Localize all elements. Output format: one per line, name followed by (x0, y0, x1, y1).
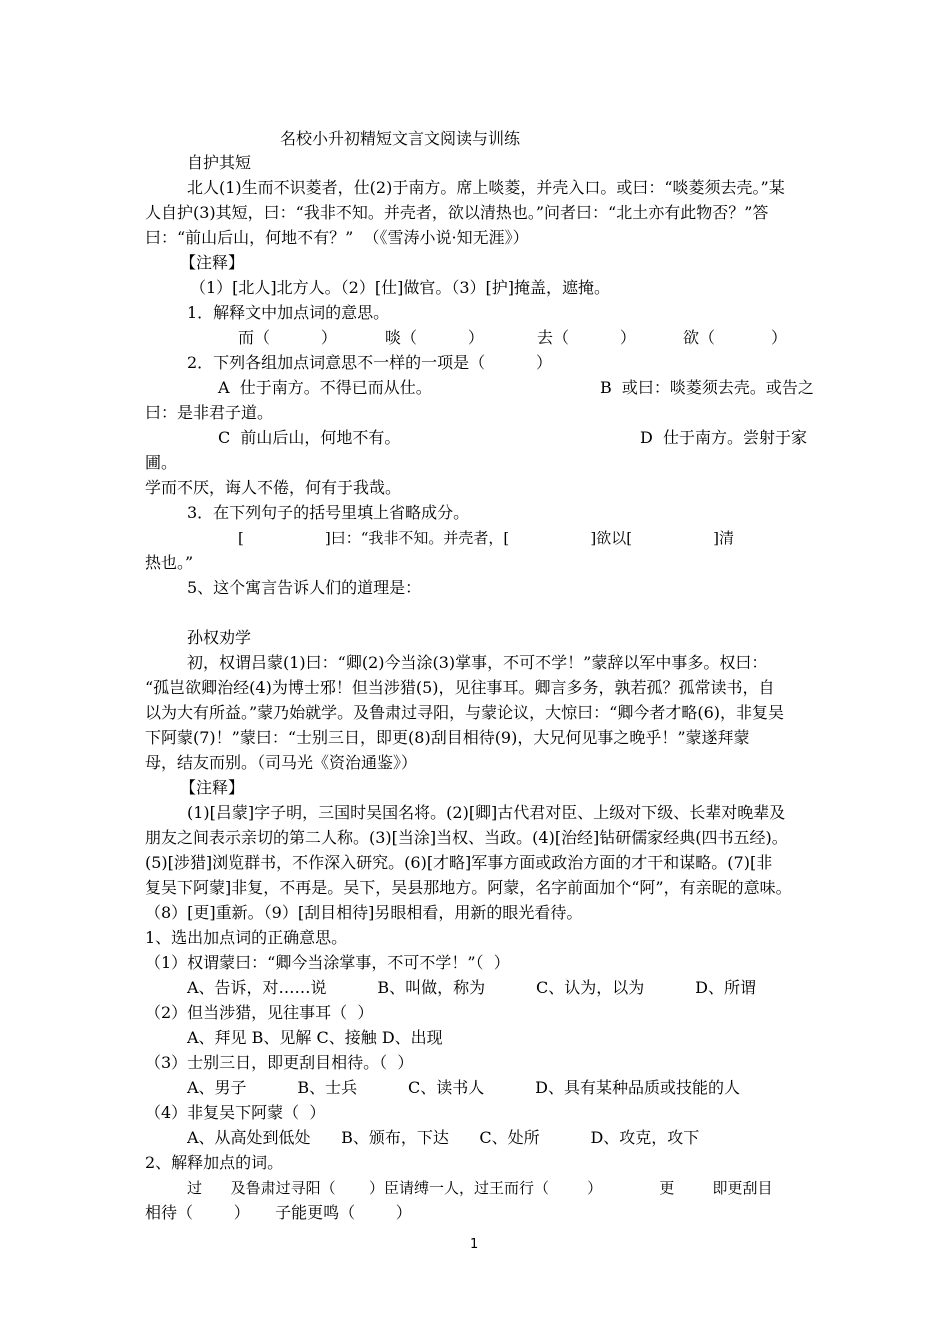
section2-note-line: （8）[更]重新。（9）[刮目相待]另眼相看，用新的眼光看待。 (145, 903, 583, 922)
question-options: A、拜见 B、见解 C、接触 D、出现 (187, 1028, 443, 1047)
section2-notes-heading: 【注释】 (180, 778, 245, 797)
option-b-continued: 曰：是非君子道。 (145, 403, 274, 422)
section1-passage-line: 曰：“前山后山，何地不有？” （《雪涛小说·知无涯》） (145, 228, 529, 247)
section1-question-1: 1．解释文中加点词的意思。 (187, 303, 390, 322)
question-options: A、告诉，对……说 B、叫做，称为 C、认为，以为 D、所谓 (187, 978, 756, 997)
option-d-extra: 学而不厌，诲人不倦，何有于我哉。 (145, 478, 402, 497)
section2-passage-line: 母，结友而别。（司马光《资治通鉴》） (145, 753, 418, 772)
question-options: A、从高处到低处 B、颁布，下达 C、处所 D、攻克，攻下 (187, 1128, 700, 1147)
section1-notes-heading: 【注释】 (180, 253, 245, 272)
question-item: （1）权谓蒙曰：“卿今当涂掌事，不可不学！”（ ） (145, 953, 510, 972)
blank-field[interactable]: 而（ ） (238, 328, 337, 347)
section2-question-2: 2、解释加点的词。 (145, 1153, 284, 1172)
section2-note-line: 复吴下阿蒙]非复，不再是。吴下，吴县那地方。阿蒙，名字前面加个“阿”，有亲昵的意味。 (145, 878, 792, 897)
question-item: （3）士别三日，即更刮目相待。（ ） (145, 1053, 414, 1072)
option-b: B 或曰：啖菱须去壳。或告之 (600, 378, 814, 397)
section1-passage-line: 人自护(3)其短，曰：“我非不知。并壳者，欲以清热也。”问者曰：“北土亦有此物否？”答 (145, 203, 769, 222)
option-c: C 前山后山，何地不有。 (218, 428, 401, 447)
page-title: 名校小升初精短文言文阅读与训练 (280, 129, 521, 148)
question-item: （4）非复吴下阿蒙（ ） (145, 1103, 326, 1122)
section1-heading: 自护其短 (187, 153, 252, 172)
option-a: A 仕于南方。不得已而从仕。 (218, 378, 432, 397)
section1-question-3: 3．在下列句子的括号里填上省略成分。 (187, 503, 470, 522)
section2-question-1: 1、选出加点词的正确意思。 (145, 928, 348, 947)
fill-in-line[interactable]: 过 及鲁肃过寻阳（ ）臣请缚一人，过王而行（ ） 更 即更刮目 (187, 1179, 773, 1197)
section1-question-5: 5、这个寓言告诉人们的道理是： (187, 578, 422, 597)
blank-field[interactable]: 啖（ ） (385, 328, 484, 347)
section2-heading: 孙权劝学 (187, 628, 252, 647)
section1-notes: （1）[北人]北方人。（2）[仕]做官。（3）[护]掩盖，遮掩。 (190, 278, 610, 297)
question-item: （2）但当涉猎，见往事耳（ ） (145, 1003, 374, 1022)
option-d: D 仕于南方。尝射于家 (640, 428, 808, 447)
section2-note-line: (5)[涉猎]浏览群书，不作深入研究。(6)[才略]军事方面或政治方面的才干和谋略。(7)[非 (145, 853, 773, 872)
fill-in-line[interactable]: [ ]曰：“我非不知。并壳者，[ ]欲以[ ]清 (238, 529, 734, 547)
fill-in-line-continued[interactable]: 相待（ ） 子能更鸣（ ） (145, 1203, 412, 1222)
section2-passage-line: “孤岂欲卿治经(4)为博士邪！但当涉猎(5)，见往事耳。卿言多务，孰若孤？孤常读书，自 (145, 678, 775, 697)
option-d-continued: 圃。 (145, 453, 178, 472)
question-options: A、男子 B、士兵 C、读书人 D、具有某种品质或技能的人 (187, 1078, 740, 1097)
section2-passage-line: 初，权谓吕蒙(1)曰：“卿(2)今当涂(3)掌事，不可不学！”蒙辞以军中事多。权曰： (187, 653, 768, 672)
fill-in-line-continued: 热也。” (145, 553, 194, 572)
section2-passage-line: 下阿蒙(7)！”蒙曰：“士别三日，即更(8)刮目相待(9)，大兄何见事之晚乎！”蒙遂拜蒙 (145, 728, 750, 747)
section2-note-line: (1)[吕蒙]字子明，三国时吴国名将。(2)[卿]古代君对臣、上级对下级、长辈对晚辈及 (187, 803, 786, 822)
section1-passage-line: 北人(1)生而不识菱者，仕(2)于南方。席上啖菱，并壳入口。或曰：“啖菱须去壳。”某 (187, 178, 785, 197)
section2-passage-line: 以为大有所益。”蒙乃始就学。及鲁肃过寻阳，与蒙论议，大惊曰：“卿今者才略(6)，非复吴 (145, 703, 785, 722)
page-number: 1 (470, 1237, 479, 1252)
section1-question-2: 2．下列各组加点词意思不一样的一项是（ ） (187, 353, 553, 372)
section2-note-line: 朋友之间表示亲切的第二人称。(3)[当涂]当权、当政。(4)[治经]钻研儒家经典(四书五经)。 (145, 828, 788, 847)
blank-field[interactable]: 欲（ ） (683, 328, 787, 347)
blank-field[interactable]: 去（ ） (537, 328, 636, 347)
